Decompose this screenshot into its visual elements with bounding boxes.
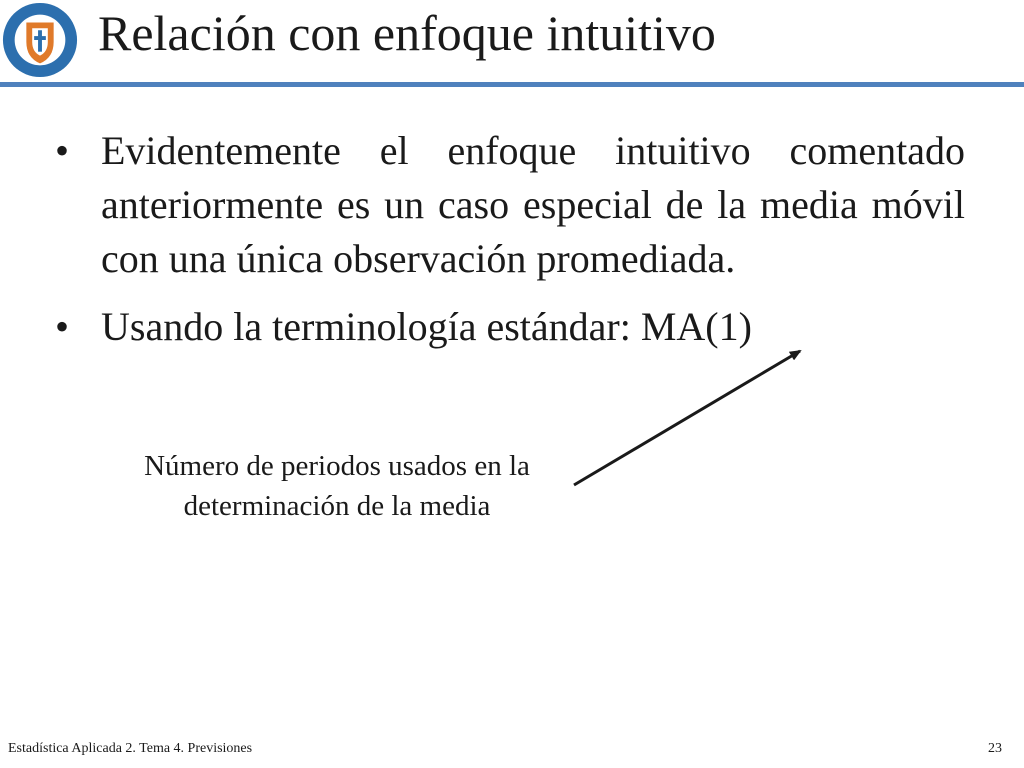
- logo-cross-vertical: [38, 30, 42, 51]
- arrow-annotation: Número de periodos usados en la determinación de la media: [144, 450, 530, 522]
- bullet-item-1: [55, 124, 965, 286]
- bullet-text-1: Evidentemente el enfoque intuitivo comentado anteriormente es un caso especial de la media móvil con una única observación promediada.: [101, 128, 965, 281]
- title-underline: [0, 82, 1024, 87]
- bullet-text-2: Usando la terminología estándar: MA(1): [101, 304, 752, 349]
- bullet-list: [55, 124, 965, 368]
- bullet-dot-icon: •: [55, 128, 70, 173]
- page-number: 23: [988, 741, 1002, 756]
- arrow-line: [574, 351, 800, 485]
- logo-cross-horizontal: [34, 36, 46, 40]
- slide-title: Relación con enfoque intuitivo: [98, 5, 716, 61]
- university-logo: [1, 1, 79, 79]
- footer-course-title: Estadística Aplicada 2. Tema 4. Previsiones: [8, 741, 253, 756]
- bullet-item-2: [55, 300, 965, 354]
- bullet-dot-icon: •: [55, 304, 70, 349]
